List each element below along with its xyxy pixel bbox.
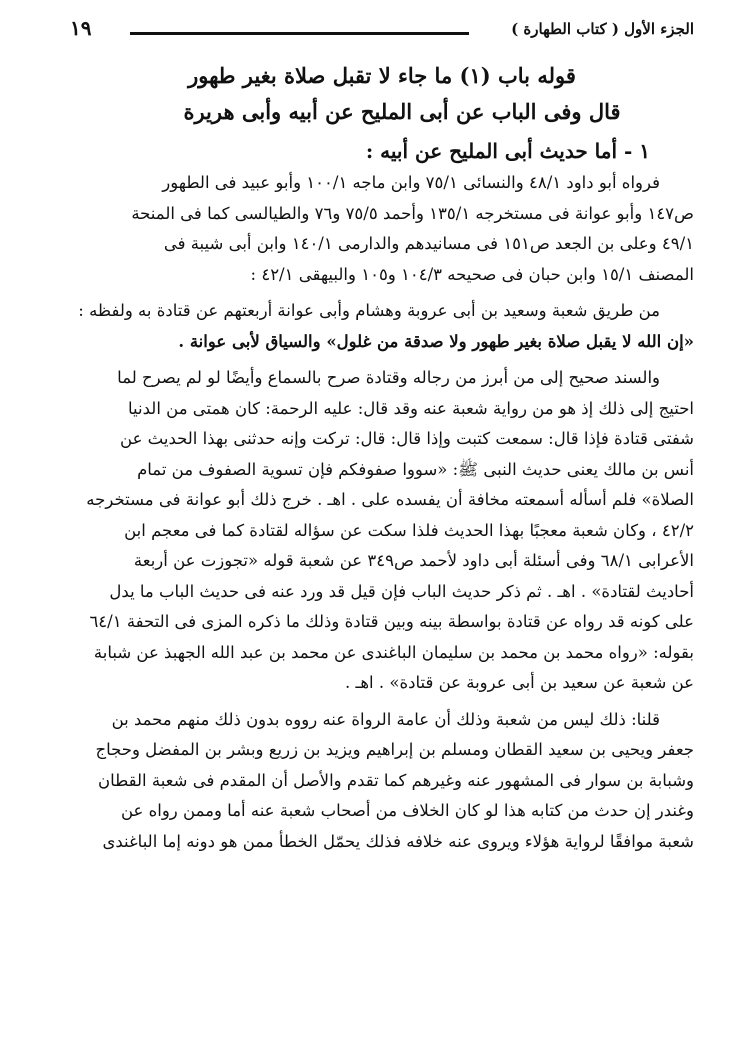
text-line: بقوله: «رواه محمد بن محمد بن سليمان الباغندى عن محمد بن عبد الله الجهبذ عن شبابة [93,642,694,662]
text-line: شفتى قتادة فإذا قال: سمعت كتبت وإذا قال: قال: تركت وإنه حدثنى بهذا الحديث عن [120,429,694,448]
text-line: ٤٢/٢ ، وكان شعبة معجبًا بهذا الحديث فلذا سكت عن سؤاله لقتادة كما فى معجم ابن [124,520,694,540]
text-line: وغندر إن حدث من كتابه هذا لو كان الخلاف من أصحاب شعبة عنه أما وممن رواه عن [120,801,694,820]
text-line: احتيج إلى ذلك إذ هو من رواية شعبة عنه وقد قال: عليه الرحمة: كان همتى من الدنيا [128,398,694,418]
text-line: ٤٩/١ وعلى بن الجعد ص١٥١ فى مسانيدهم والدارمى ١٤٠/١ وابن أبى شيبة فى [163,234,694,253]
text-line: المصنف ١٥/١ وابن حبان فى صحيحه ١٠٤/٣ و١٠٥ والبيهقى ٤٢/١ : [250,264,694,284]
paragraph [70,296,694,357]
text-line: من طريق شعبة وسعيد بن أبى عروبة وهشام وأبى عوانة أربعتهم عن قتادة به ولفظه : [78,301,660,320]
chapter-headings [70,58,694,130]
section-heading: ١ - أما حديث أبى المليح عن أبيه : [365,139,650,163]
header-rule [130,32,469,35]
text-line: أنس بن مالك يعنى حديث النبى ﷺ: «سووا صفوفكم فإن تسوية الصفوف من تمام [137,459,694,479]
text-line: على كونه قد رواه عن قتادة بواسطة بينه وبين قتادة وذلك ما ذكره المزى فى التحفة ٦٤/١ [89,612,694,631]
text-line: عن شعبة عن سعيد بن أبى عروبة عن قتادة» . اهـ . [345,673,694,692]
header-title: الجزء الأول ( كتاب الطهارة ) [511,20,694,38]
chapter-heading-line: قال وفى الباب عن أبى المليح عن أبيه وأبى هريرة [183,99,621,124]
page-number: ١٩ [70,16,92,40]
text-line: جعفر ويحيى بن سعيد القطان ومسلم بن إبراهيم ويزيد بن زريع وبشر بن المفضل وحجاج [95,740,694,759]
text-line: أحاديث لقتادة» . اهـ . ثم ذكر حديث الباب فإن قيل قد ورد عنه فى حديث الباب ما يدل [109,581,694,601]
paragraph [70,363,694,699]
text-line: شعبة موافقًا لرواية هؤلاء ويروى عنه خلافه فذلك يحمّل الخطأ ممن هو دونه إما الباغندى [102,831,694,851]
paragraph [70,705,694,858]
text-line: قلنا: ذلك ليس من شعبة وذلك أن عامة الرواة عنه رووه بدون ذلك منهم محمد بن [111,709,660,729]
text-line: فرواه أبو داود ٤٨/١ والنسائى ٧٥/١ وابن ماجه ١٠٠/١ وأبو عبيد فى الطهور [162,173,660,192]
paragraph [70,168,694,290]
text-line: وشبابة بن سوار فى المشهور عنه وغيرهم كما تقدم والأصل أن المقدم فى شعبة القطان [97,770,694,790]
text-line: ص١٤٧ وأبو عوانة فى مستخرجه ١٣٥/١ وأحمد ٧٥/٥ و٧٦ والطيالسى كما فى المنحة [131,203,694,223]
chapter-heading-line: قوله باب (١) ما جاء لا تقبل صلاة بغير طهور [188,63,576,88]
text-line: الأعرابى ٦٨/١ وفى أسئلة أبى داود لأحمد ص٣٤٩ عن شعبة قوله «تجوزت عن أربعة [133,551,694,570]
text-line: والسند صحيح إلى من أبرز من رجاله وقتادة صرح بالسماع وأيضًا لو لم يصرح لما [117,368,660,387]
hadith-text-line: «إن الله لا يقبل صلاة بغير طهور ولا صدقة من غلول» والسياق لأبى عوانة . [178,331,694,351]
text-line: الصلاة» فلم أسأله أسمعته مخافة أن يفسده على . اهـ . خرج ذلك أبو عوانة فى مستخرجه [86,490,694,509]
running-header [70,14,694,44]
